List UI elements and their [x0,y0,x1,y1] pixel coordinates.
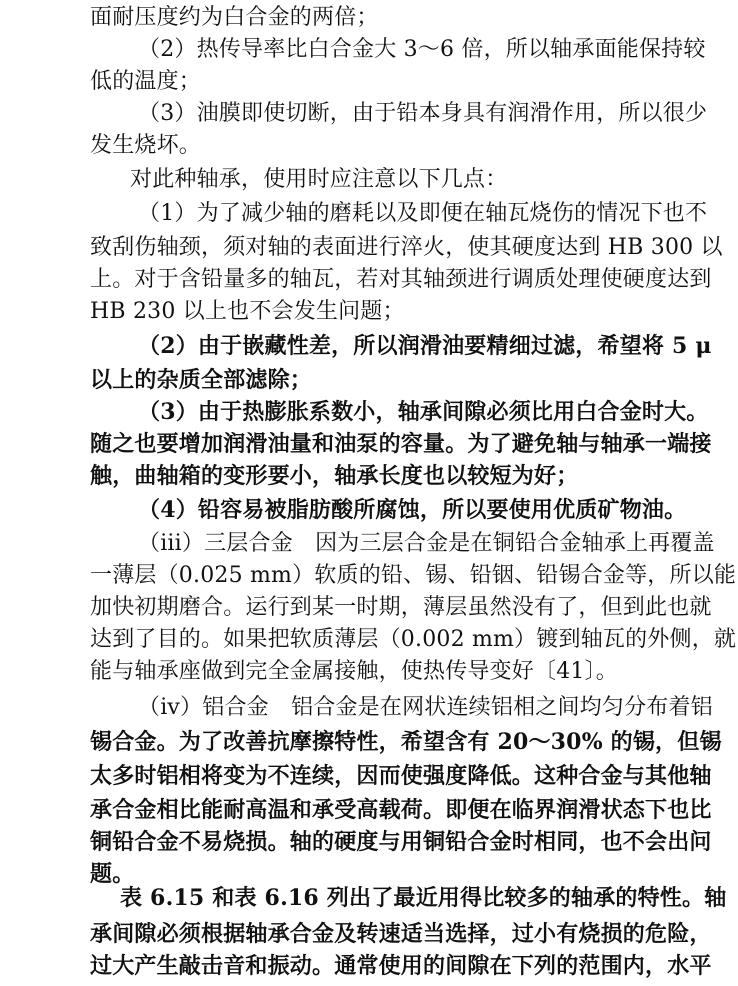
text-line: 致刮伤轴颈，须对轴的表面进行淬火，使其硬度达到 HB 300 以 [90,235,723,260]
text-line: 承间隙必须根据轴承合金及转速适当选择，过小有烧损的危险， [90,921,712,947]
text-line: 表 6.15 和表 6.16 列出了最近用得比较多的轴承的特性。轴 [120,885,727,911]
text-line: （iii）三层合金 因为三层合金是在铜铅合金轴承上再覆盖 [138,531,715,556]
text-line: （1）为了减少轴的磨耗以及即便在轴瓦烧伤的情况下也不 [138,201,708,226]
text-line: 随之也要增加润滑油量和油泵的容量。为了避免轴与轴承一端接 [90,431,712,457]
text-line: 一薄层（0.025 mm）软质的铅、锡、铅铟、铅锡合金等，所以能 [90,563,737,588]
text-line: 铜铅合金不易烧损。轴的硬度与用铜铅合金时相同，也不会出问 [90,829,712,855]
text-line: 以上的杂质全部滤除； [90,367,313,393]
text-line: （iv）铝合金 铝合金是在网状连续铝相之间均匀分布着铝 [138,695,713,720]
text-line: 锡合金。为了改善抗摩擦特性，希望含有 20～30% 的锡，但锡 [90,729,722,755]
text-line: 上。对于含铅量多的轴瓦，若对其轴颈进行调质处理使硬度达到 [90,267,712,292]
text-line: 承合金相比能耐高温和承受高载荷。即便在临界润滑状态下也比 [90,797,712,823]
text-line: （3）油膜即使切断，由于铅本身具有润滑作用，所以很少 [138,101,708,126]
text-line: 触，曲轴箱的变形要小，轴承长度也以较短为好； [90,463,579,489]
text-line: （4）铅容易被脂肪酸所腐蚀，所以要使用优质矿物油。 [138,497,687,523]
text-line: 题。 [90,861,135,887]
text-line: 达到了目的。如果把软质薄层（0.002 mm）镀到轴瓦的外侧，就 [90,627,737,652]
text-line: 发生烧坏。 [90,133,202,158]
text-line: （2）热传导率比白合金大 3～6 倍，所以轴承面能保持较 [138,37,706,62]
text-line: 能与轴承座做到完全金属接触，使热传导变好〔41〕。 [90,659,618,684]
text-line: 加快初期磨合。运行到某一时期，薄层虽然没有了，但到此也就 [90,595,712,620]
text-line: （3）由于热膨胀系数小，轴承间隙必须比用白合金时大。 [138,399,709,425]
text-line: 低的温度； [90,69,202,94]
text-line: HB 230 以上也不会发生问题； [90,299,405,324]
text-line: （2）由于嵌藏性差，所以润滑油要精细过滤，希望将 5 μ [138,333,712,359]
text-line: 对此种轴承，使用时应注意以下几点： [130,167,508,192]
text-line: 面耐压度约为白合金的两倍； [90,5,379,30]
text-line: 过大产生敲击音和振动。通常使用的间隙在下列的范围内，水平 [90,953,712,979]
text-line: 太多时铝相将变为不连续，因而使强度降低。这种合金与其他轴 [90,763,712,789]
